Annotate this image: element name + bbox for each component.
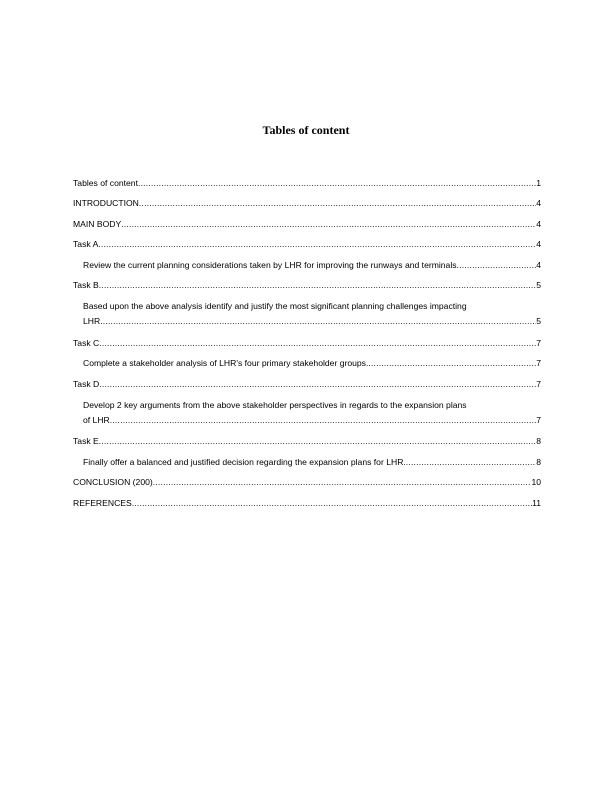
toc-page-number: 1: [536, 177, 541, 188]
toc-page-number: 10: [531, 477, 541, 487]
toc-dot-leader: [98, 238, 536, 251]
toc-entry-task-e[interactable]: [73, 428, 541, 449]
toc-entry-label: Finally offer a balanced and justified decision regarding the expansion plans for LHR.: [83, 456, 406, 467]
toc-dot-leader: [99, 378, 536, 391]
toc-entry-task-d[interactable]: [73, 370, 541, 391]
toc-entry-label: MAIN BODY: [73, 218, 122, 229]
toc-entry-references[interactable]: [73, 489, 541, 510]
toc-entry-label: Complete a stakeholder analysis of LHR's four primary stakeholder groups.: [83, 358, 369, 368]
toc-dot-leader: [132, 497, 532, 510]
toc-entry-main-body[interactable]: [73, 210, 541, 231]
toc-page-number: 8: [536, 456, 541, 467]
toc-entry-introduction[interactable]: [73, 190, 541, 211]
toc-dot-leader: [139, 197, 536, 210]
page-title: Tables of content: [262, 123, 350, 137]
toc-page-number: 11: [532, 497, 541, 508]
toc-entry-task-d-arguments[interactable]: [73, 391, 541, 428]
toc-page-number: 5: [536, 280, 541, 290]
toc-dot-leader: [138, 177, 536, 190]
toc-dot-leader: [121, 218, 536, 231]
toc-page-number: 7: [536, 414, 541, 425]
toc-dot-leader: [100, 314, 536, 328]
toc-dot-leader: [110, 413, 536, 427]
toc-entry-task-a-review[interactable]: [73, 251, 541, 272]
toc-page-number: 8: [536, 436, 541, 446]
toc-entry-label: Develop 2 key arguments from the above stakeholder perspectives in regards to the expansion plans: [83, 399, 467, 410]
toc-page-number: 4: [536, 259, 541, 270]
toc-page-number: 4: [536, 239, 541, 249]
toc-entry-task-b-challenges[interactable]: [73, 292, 541, 329]
toc-entry-label: Task D: [73, 378, 100, 389]
toc-dot-leader: [99, 435, 536, 448]
toc-dot-leader: [153, 476, 532, 489]
toc-page-number: 4: [536, 218, 541, 229]
toc-entry-label: INTRODUCTION: [73, 198, 139, 208]
toc-page-number: 7: [536, 378, 541, 389]
toc-entry-task-c[interactable]: [73, 329, 541, 350]
toc-page-number: 4: [536, 198, 541, 208]
toc-dot-leader: [406, 456, 536, 469]
toc-entry-label: Based upon the above analysis identify and justify the most significant planning challenges impacting: [83, 301, 467, 311]
toc-dot-leader: [368, 357, 536, 370]
toc-entry-conclusion[interactable]: [73, 469, 541, 490]
toc-page-number: 7: [536, 358, 541, 368]
toc-dot-leader: [457, 259, 537, 272]
toc-entry-tables-of-content[interactable]: [73, 169, 541, 190]
toc-entry-task-c-stakeholder-analysis[interactable]: [73, 350, 541, 371]
toc-dot-leader: [99, 337, 536, 350]
toc-entry-task-b[interactable]: [73, 272, 541, 293]
toc-entry-label: Task E: [73, 436, 99, 446]
table-of-contents: [73, 169, 541, 510]
toc-entry-label: REFERENCES: [73, 497, 132, 508]
toc-entry-label: Task C: [73, 337, 100, 348]
toc-page-number: 7: [536, 337, 541, 348]
toc-page-number: 5: [536, 316, 541, 326]
toc-dot-leader: [99, 279, 536, 292]
toc-entry-label: CONCLUSION (200): [73, 477, 153, 487]
toc-entry-task-e-decision[interactable]: [73, 448, 541, 469]
toc-entry-label-continued: of LHR: [83, 414, 110, 425]
toc-entry-task-a[interactable]: [73, 231, 541, 252]
toc-entry-label: Task B: [73, 280, 99, 290]
toc-entry-label: Tables of content: [73, 177, 138, 188]
toc-entry-label-continued: LHR: [83, 316, 101, 326]
toc-entry-label: Review the current planning considerations taken by LHR for improving the runways and terminals: [83, 259, 457, 270]
toc-entry-label: Task A: [73, 239, 99, 249]
